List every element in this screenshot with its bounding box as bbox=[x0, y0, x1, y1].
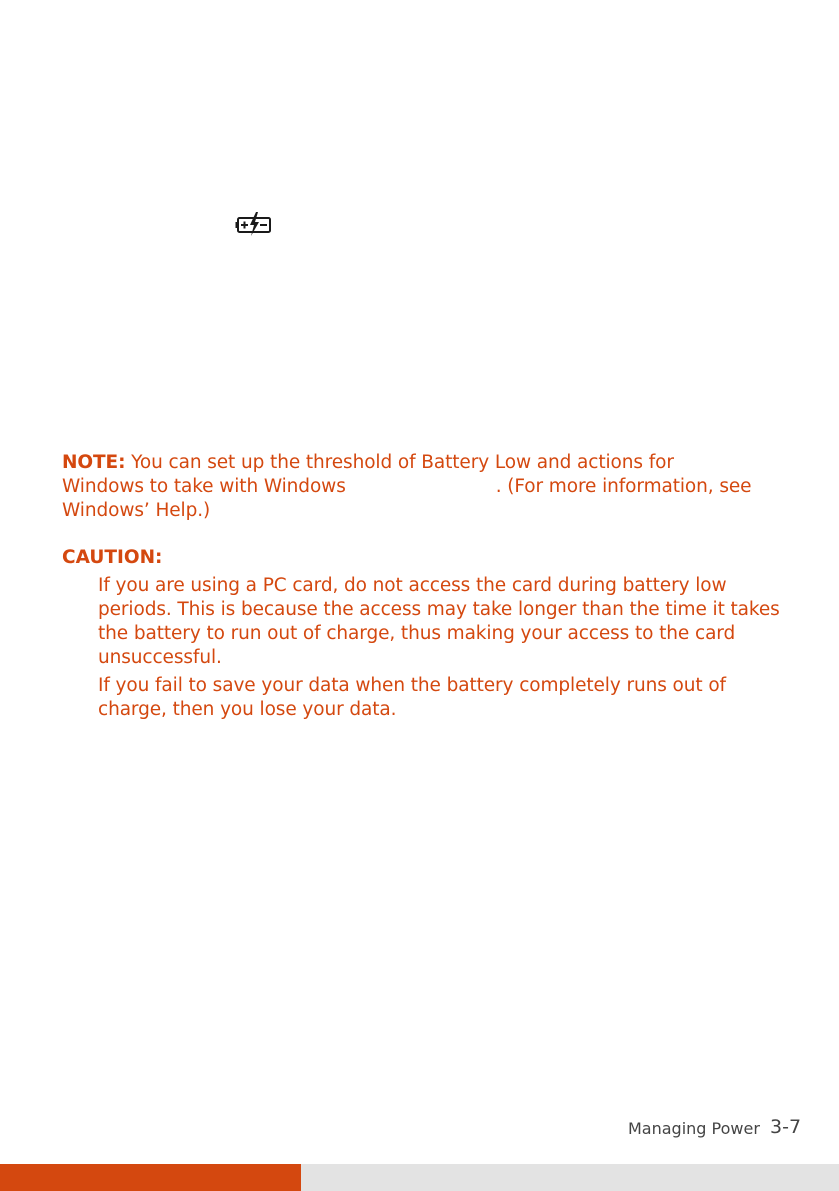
note-line-3: Windows’ Help.) bbox=[62, 500, 211, 521]
note-block bbox=[62, 451, 802, 523]
caution-item-1 bbox=[98, 574, 798, 670]
footer-page-number: 3-7 bbox=[770, 1116, 802, 1138]
footer-accent-bar bbox=[0, 1164, 301, 1191]
caution-item-1-line-1: If you are using a PC card, do not access the card during battery low bbox=[98, 575, 727, 596]
caution-title: CAUTION: bbox=[62, 547, 163, 568]
caution-item-2 bbox=[98, 674, 798, 722]
battery-charging-icon bbox=[235, 211, 273, 237]
note-text-2a: Windows to take with Windows bbox=[62, 476, 346, 497]
caution-item-2-line-1: If you fail to save your data when the battery completely runs out of bbox=[98, 675, 726, 696]
footer-section-label: Managing Power bbox=[628, 1119, 760, 1138]
note-line-2 bbox=[62, 475, 802, 499]
note-line-1 bbox=[62, 451, 802, 475]
caution-item-1-line-3: the battery to run out of charge, thus making your access to the card bbox=[98, 623, 736, 644]
caution-item-1-line-4: unsuccessful. bbox=[98, 647, 222, 668]
note-text-2b: . (For more information, see bbox=[495, 476, 752, 497]
caution-item-1-line-2: periods. This is because the access may take longer than the time it takes bbox=[98, 599, 780, 620]
caution-item-2-line-2: charge, then you lose your data. bbox=[98, 699, 397, 720]
note-label: NOTE: bbox=[62, 452, 126, 473]
note-text-1: You can set up the threshold of Battery Low and actions for bbox=[131, 452, 674, 473]
footer-gray-bar bbox=[301, 1164, 839, 1191]
